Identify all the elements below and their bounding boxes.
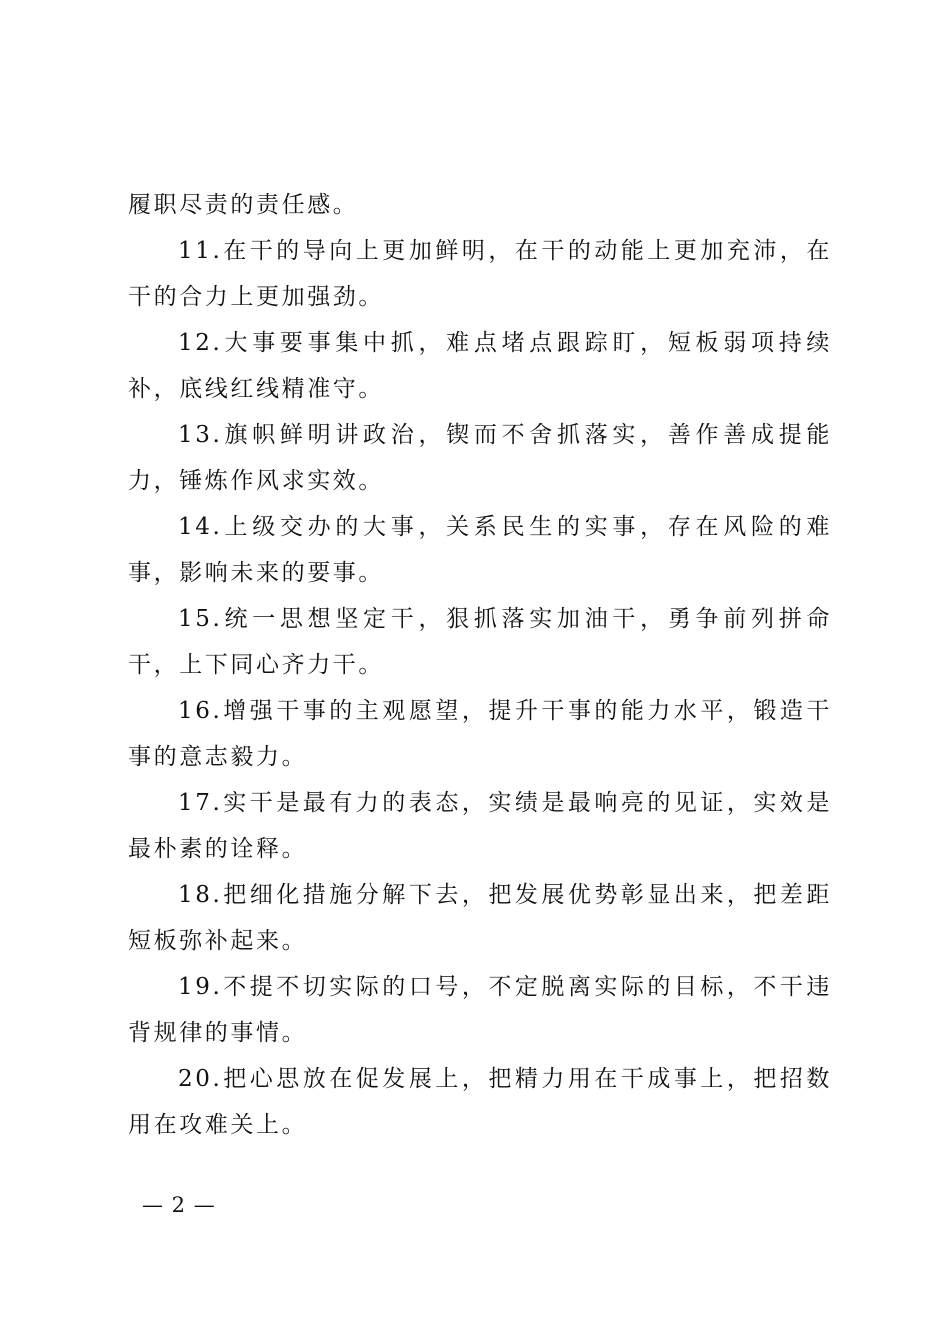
- page-number: — 2 —: [142, 1193, 216, 1217]
- list-item-20: 20.把心思放在促发展上，把精力用在干成事上，把招数用在攻难关上。: [128, 1066, 832, 1138]
- continuation-paragraph: 履职尽责的责任感。: [128, 192, 359, 218]
- list-item-18: 18.把细化措施分解下去，把发展优势彰显出来，把差距短板弥补起来。: [128, 882, 832, 954]
- list-item-19: 19.不提不切实际的口号，不定脱离实际的目标，不干违背规律的事情。: [128, 974, 832, 1046]
- list-item-16: 16.增强干事的主观愿望，提升干事的能力水平，锻造干事的意志毅力。: [128, 698, 832, 770]
- document-body: [128, 182, 832, 1148]
- list-item-14: 14.上级交办的大事，关系民生的实事，存在风险的难事，影响未来的要事。: [128, 514, 832, 586]
- list-item-17: 17.实干是最有力的表态，实绩是最响亮的见证，实效是最朴素的诠释。: [128, 790, 832, 862]
- list-item-12: 12.大事要事集中抓，难点堵点跟踪盯，短板弱项持续补，底线红线精准守。: [128, 330, 832, 402]
- list-item-13: 13.旗帜鲜明讲政治，锲而不舍抓落实，善作善成提能力，锤炼作风求实效。: [128, 422, 832, 494]
- list-item-11: 11.在干的导向上更加鲜明，在干的动能上更加充沛，在干的合力上更加强劲。: [128, 238, 832, 310]
- list-item-15: 15.统一思想坚定干，狠抓落实加油干，勇争前列拼命干，上下同心齐力干。: [128, 606, 832, 678]
